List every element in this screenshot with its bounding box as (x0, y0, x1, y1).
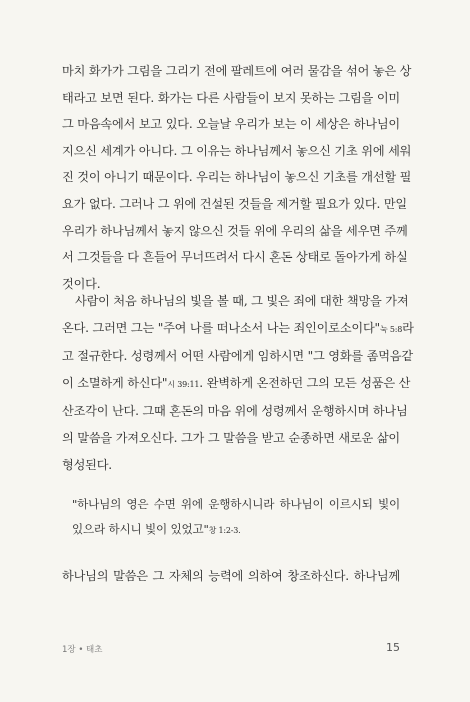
line-text: 온다. 그러면 그는 "주여 나를 떠나소서 나는 죄인이로소이다" (62, 320, 380, 335)
text-line: 태라고 보면 된다. 화가는 다른 사람들이 보지 못하는 그림을 이미 (62, 90, 400, 105)
text-line: 형성된다. (62, 457, 112, 472)
text-line: 그 마음속에서 보고 있다. 오늘날 우리가 보는 이 세상은 하나님이 (62, 117, 400, 132)
chapter-label: 1장 • 태초 (62, 645, 103, 655)
text-line: 서 그것들을 다 흔들어 무너뜨려서 다시 혼돈 상태로 돌아가게 하실 (62, 250, 408, 265)
scripture-reference: 시 39:11 (167, 379, 200, 389)
paragraph-1 (62, 58, 412, 297)
paragraph-2 (62, 288, 414, 478)
scripture-quote (72, 492, 400, 543)
page-footer (62, 641, 400, 657)
text-line: 요가 없다. 그러나 그 위에 건설된 것들을 제거할 필요가 있다. 만일 (62, 196, 407, 211)
text-line: 의 말씀을 가져오신다. 그가 그 말씀을 받고 순종하면 새로운 삶이 (62, 430, 400, 445)
quote-line: "하나님의 영은 수면 위에 운행하시니라 하나님이 이르시되 빛이 (72, 497, 400, 511)
line-text: . 완벽하게 온전하던 그의 모든 성품은 산 (199, 375, 411, 390)
text-line: 마치 화가가 그림을 그리기 전에 팔레트에 여러 물감을 섞어 놓은 상 (62, 64, 412, 78)
quote-line (72, 517, 400, 543)
text-line: 고 절규한다. 성령께서 어떤 사람에게 임하시면 "그 영화를 좀먹음같 (62, 349, 413, 364)
text-line: 우리가 하나님께서 놓지 않으신 것들 위에 우리의 삶을 세우면 주께 (62, 223, 408, 238)
text-line: 사람이 처음 하나님의 빛을 볼 때, 그 빛은 죄에 대한 책망을 가져 (75, 294, 409, 308)
scripture-reference: 눅 5:8 (379, 324, 403, 334)
text-line: 지으신 세계가 아니다. 그 이유는 하나님께서 놓으신 기초 위에 세워 (62, 143, 412, 158)
paragraph-3 (62, 563, 400, 590)
text-line: 하나님의 말씀은 그 자체의 능력에 의하여 창조하신다. 하나님께 (62, 569, 400, 583)
scripture-reference: 창 1:2-3. (208, 526, 241, 535)
text-line: 진 것이 아니기 때문이다. 우리는 하나님이 놓으신 기초를 개선할 필 (62, 170, 412, 185)
line-text: 라 (402, 320, 414, 335)
page-number: 15 (386, 641, 400, 654)
text-line (62, 370, 411, 399)
line-text: 이 소멸하게 하신다" (62, 375, 168, 390)
text-line: 산조각이 난다. 그때 혼돈의 마음 위에 성령께서 운행하시며 하나님 (62, 404, 408, 419)
text-line (62, 315, 414, 344)
text-line: 것이다. (62, 276, 101, 291)
line-text: 있으라 하시니 빛이 있었고" (72, 522, 209, 536)
